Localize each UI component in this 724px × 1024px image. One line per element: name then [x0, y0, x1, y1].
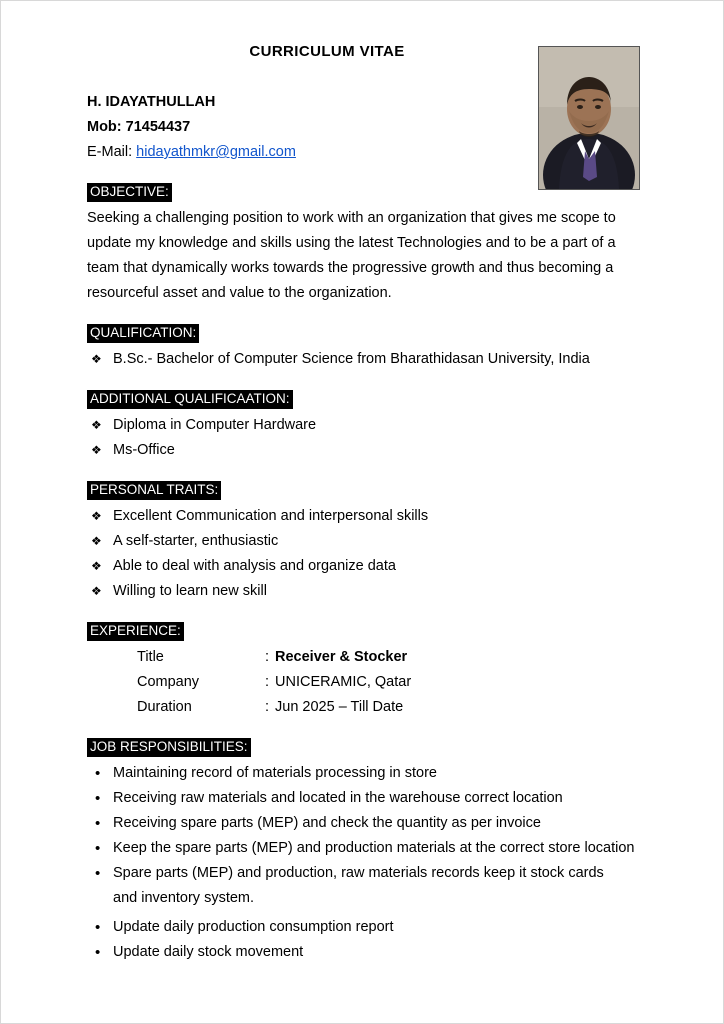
experience-separator: :	[265, 649, 270, 665]
list-item: • Receiving raw materials and located in the warehouse correct location	[87, 786, 647, 811]
resume-body	[87, 43, 647, 965]
table-row	[137, 670, 411, 695]
list-item: ❖ Excellent Communication and interpersonal skills	[87, 504, 647, 529]
experience-value: UNICERAMIC, Qatar	[275, 674, 412, 690]
list-item: • Maintaining record of materials processing in store	[87, 761, 647, 786]
experience-label: Title	[137, 649, 164, 665]
table-row	[137, 645, 411, 670]
list-item: • Receiving spare parts (MEP) and check the quantity as per invoice	[87, 811, 647, 836]
additional-qualification-list	[87, 413, 647, 463]
job-responsibilities-section	[87, 738, 647, 965]
job-responsibilities-list-continued	[87, 915, 647, 965]
list-item: • Update daily stock movement	[87, 940, 647, 965]
job-responsibilities-continuation: and inventory system.	[113, 890, 255, 906]
objective-section	[87, 183, 647, 306]
applicant-name: H. IDAYATHULLAH	[87, 94, 216, 110]
experience-separator: :	[265, 699, 270, 715]
experience-label: Company	[137, 674, 200, 690]
objective-heading: OBJECTIVE:	[87, 183, 172, 202]
list-item: ❖ A self-starter, enthusiastic	[87, 529, 647, 554]
experience-value: Receiver & Stocker	[275, 649, 408, 665]
experience-section	[87, 622, 647, 720]
applicant-email-line	[87, 140, 647, 165]
additional-qualification-heading: ADDITIONAL QUALIFICAATION:	[87, 390, 293, 409]
experience-separator: :	[265, 674, 270, 690]
experience-table	[137, 645, 411, 720]
page-title: CURRICULUM VITAE	[249, 43, 405, 60]
qualification-heading: QUALIFICATION:	[87, 324, 199, 343]
qualification-section	[87, 324, 647, 372]
list-item: ❖ B.Sc.- Bachelor of Computer Science from Bharathidasan University, India	[87, 347, 647, 372]
qualification-list	[87, 347, 647, 372]
experience-heading: EXPERIENCE:	[87, 622, 184, 641]
list-item: • Spare parts (MEP) and production, raw materials records keep it stock cards	[87, 861, 647, 886]
list-item: • Update daily production consumption report	[87, 915, 647, 940]
experience-value: Jun 2025 – Till Date	[275, 699, 404, 715]
additional-qualification-section	[87, 390, 647, 463]
job-responsibilities-list	[87, 761, 647, 886]
experience-label: Duration	[137, 699, 192, 715]
job-responsibilities-heading: JOB RESPONSIBILITIES:	[87, 738, 251, 757]
email-label: E-Mail:	[87, 144, 137, 160]
applicant-mobile: Mob: 71454437	[87, 119, 191, 135]
table-row	[137, 695, 411, 720]
list-item: ❖ Able to deal with analysis and organize data	[87, 554, 647, 579]
personal-traits-heading: PERSONAL TRAITS:	[87, 481, 221, 500]
email-link[interactable]: hidayathmkr@gmail.com	[136, 144, 296, 160]
personal-traits-list	[87, 504, 647, 604]
list-item: ❖ Willing to learn new skill	[87, 579, 647, 604]
list-item: ❖ Ms-Office	[87, 438, 647, 463]
objective-text: Seeking a challenging position to work with an organization that gives me scope to update my knowledge and skills using the latest Technologies and to be a part of a team that dynamically works towards the progressive growth and thus becoming a resourceful asset and value to the organization.	[87, 210, 616, 301]
list-item: ❖ Diploma in Computer Hardware	[87, 413, 647, 438]
personal-traits-section	[87, 481, 647, 604]
list-item: • Keep the spare parts (MEP) and production materials at the correct store location	[87, 836, 647, 861]
